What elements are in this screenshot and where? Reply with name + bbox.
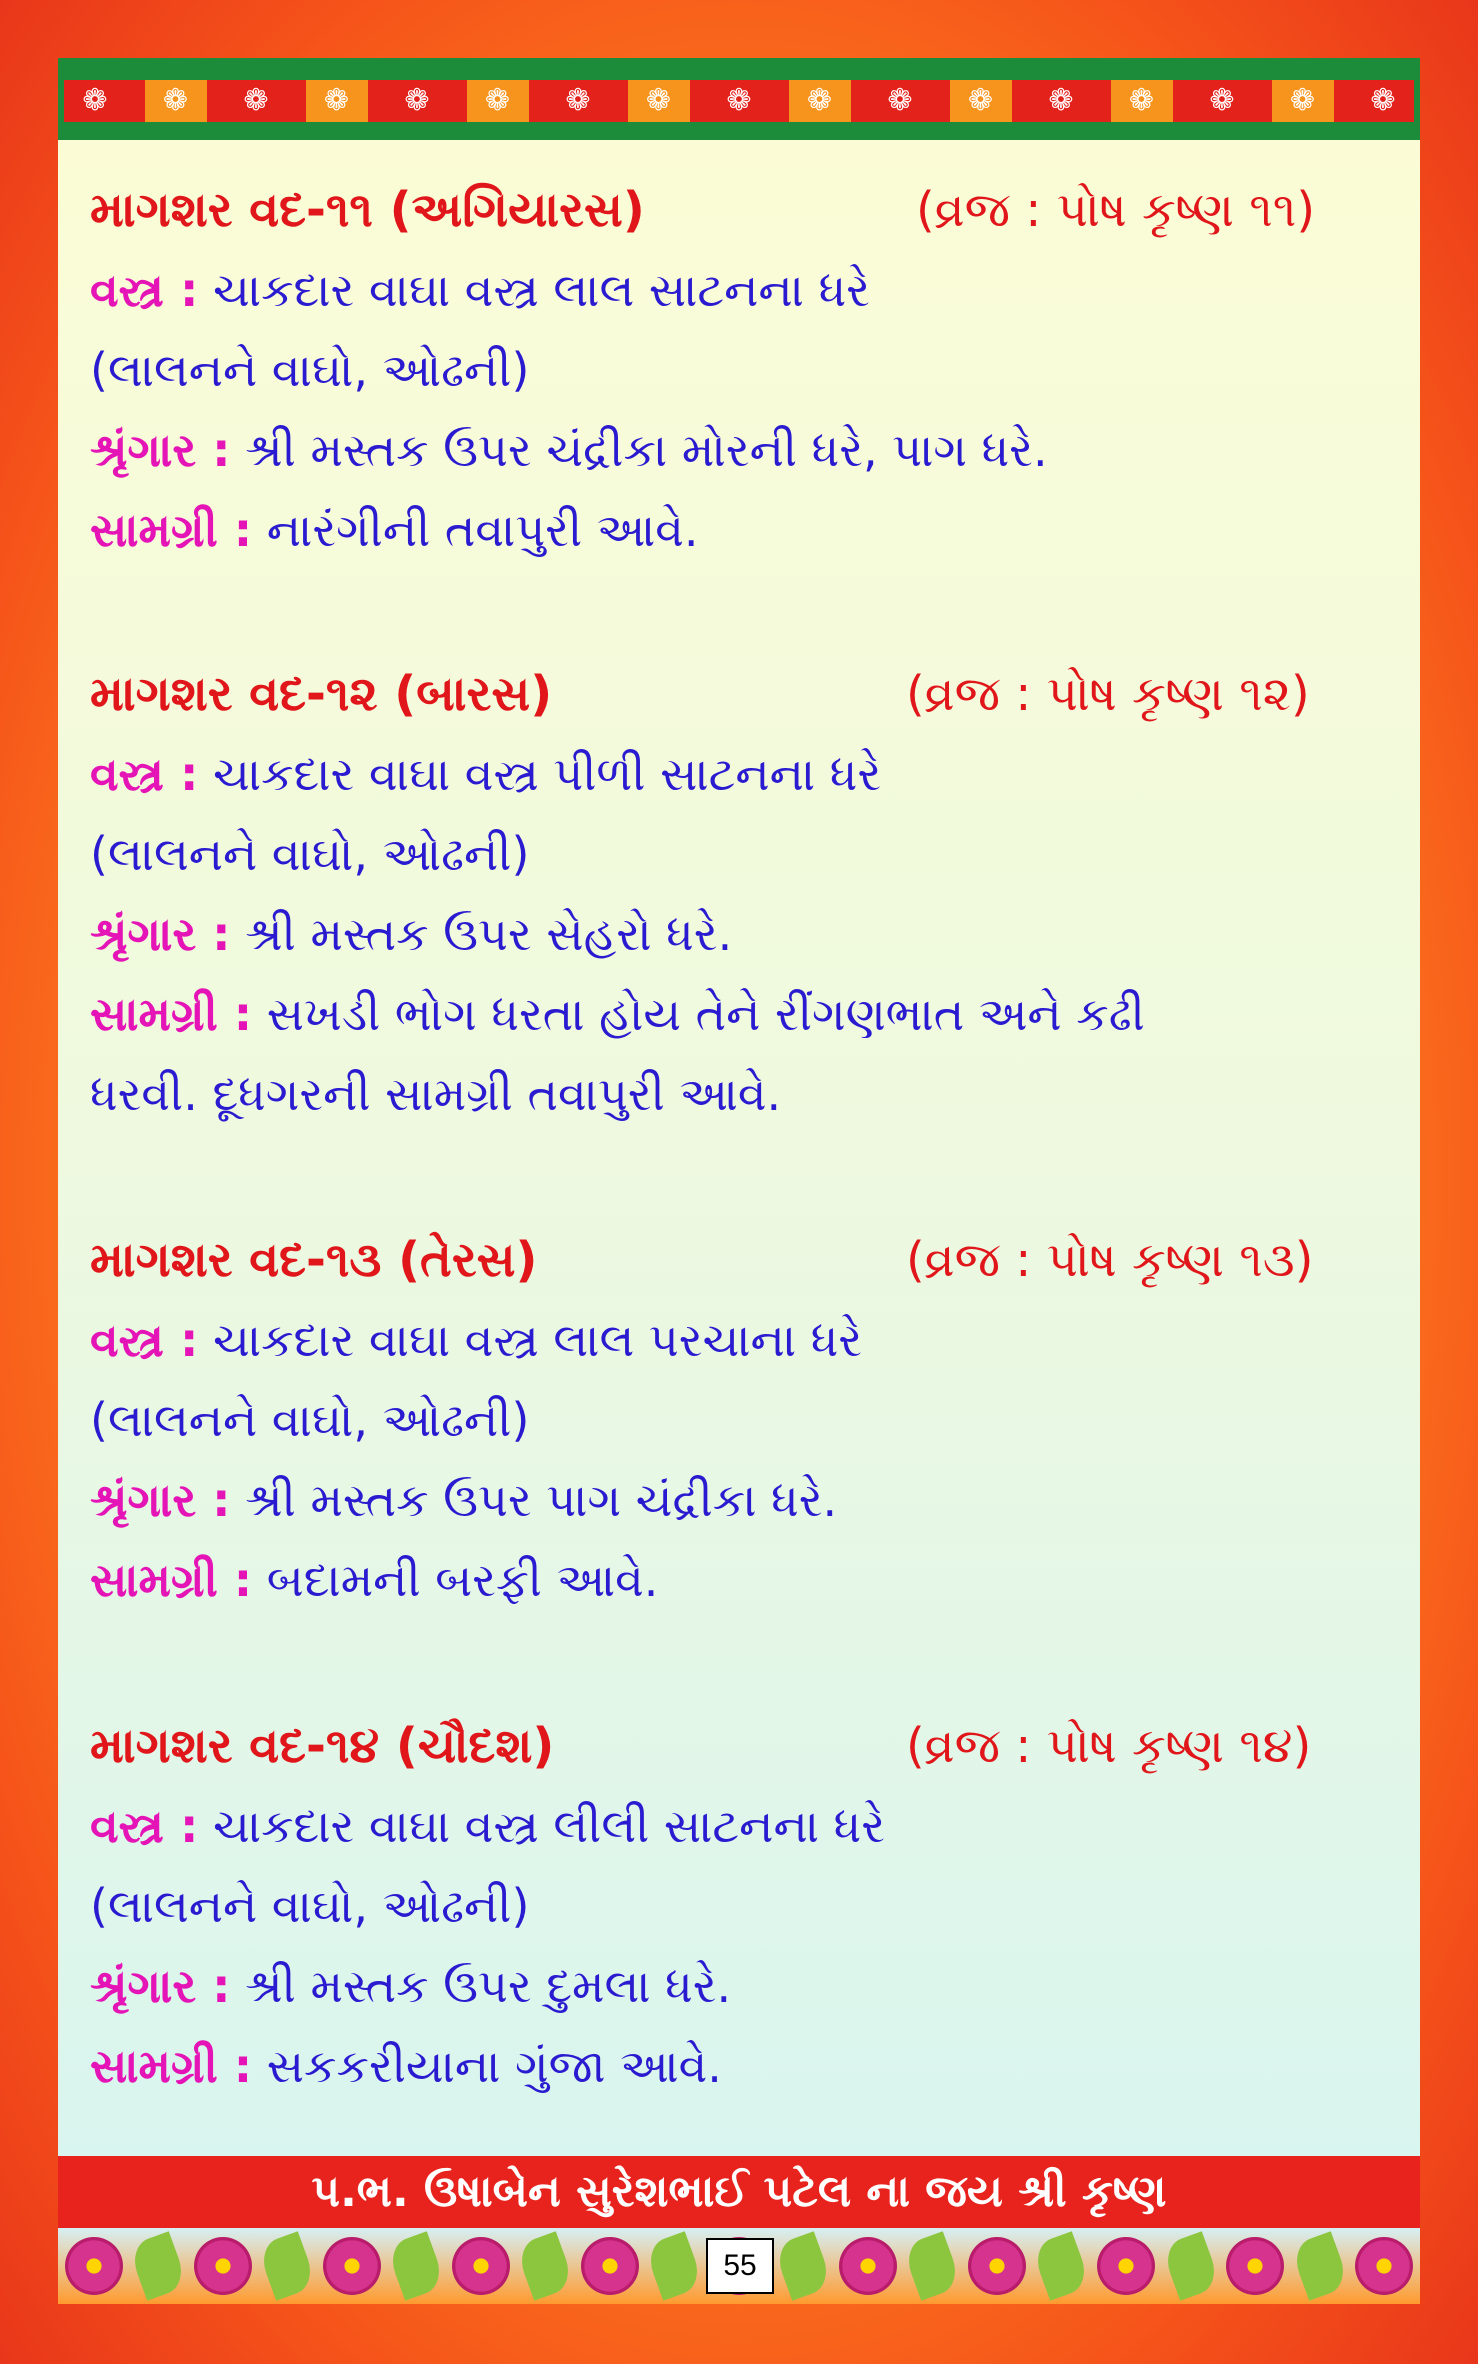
section-heading: માગશર વદ-૧૩ (તેરસ) <box>90 1232 538 1288</box>
section-heading: માગશર વદ-૧૧ (અગિયારસ) <box>90 182 645 238</box>
samagri-line <box>90 500 699 560</box>
flower-icon: ❁ <box>1272 80 1334 122</box>
leaf-icon <box>1160 2231 1221 2301</box>
flower-icon <box>1097 2237 1155 2295</box>
leaf-icon <box>386 2231 447 2301</box>
samagri-line <box>90 984 1145 1044</box>
flower-icon <box>968 2237 1026 2295</box>
leaf-icon <box>257 2231 318 2301</box>
samagri-label: સામગ્રી : <box>90 2039 253 2093</box>
flower-icon: ❁ <box>789 80 851 122</box>
flower-tile-row <box>64 80 1414 122</box>
flower-icon <box>194 2237 252 2295</box>
shringar-text: શ્રી મસ્તક ઉપર પાગ ચંદ્રીકા ધરે. <box>245 1473 838 1527</box>
shringar-line <box>90 420 1048 480</box>
flower-icon <box>581 2237 639 2295</box>
vastra-line <box>90 260 870 320</box>
vastra-line <box>90 744 881 804</box>
dedication-footer: પ.ભ. ઉષાબેન સુરેશભાઈ પટેલ ના જય શ્રી કૃષ્ણ <box>58 2156 1420 2228</box>
samagri-line <box>90 1550 658 1610</box>
flower-icon <box>452 2237 510 2295</box>
shringar-text: શ્રી મસ્તક ઉપર દુમલા ધરે. <box>245 1959 732 2013</box>
shringar-label: શ્રૃંગાર : <box>90 423 231 477</box>
flower-icon: ❁ <box>145 80 207 122</box>
vastra-text: ચાકદાર વાઘા વસ્ત્ર લાલ સાટનના ધરે <box>213 263 870 317</box>
samagri-text: નારંગીની તવાપુરી આવે. <box>266 503 699 557</box>
vastra-note: (લાલનને વાઘો, ઓઢની) <box>90 343 530 397</box>
flower-icon <box>839 2237 897 2295</box>
leaf-icon <box>515 2231 576 2301</box>
shringar-line <box>90 1470 837 1530</box>
vastra-line <box>90 1310 862 1370</box>
braj-date: (વ્રજ : પોષ કૃષ્ણ ૧૩) <box>906 1232 1314 1288</box>
flower-icon: ❁ <box>1111 80 1173 122</box>
samagri-text: સખડી ભોગ ધરતા હોય તેને રીંગણભાત અને કઢી <box>266 987 1145 1041</box>
section-heading: માગશર વદ-૧૪ (ચૌદશ) <box>90 1718 555 1774</box>
leaf-icon <box>773 2231 834 2301</box>
braj-date: (વ્રજ : પોષ કૃષ્ણ ૧૨) <box>906 666 1310 722</box>
samagri-text: બદામની બરફી આવે. <box>266 1553 659 1607</box>
vastra-note: (લાલનને વાઘો, ઓઢની) <box>90 1879 530 1933</box>
flower-icon: ❁ <box>225 80 287 122</box>
flower-icon: ❁ <box>950 80 1012 122</box>
leaf-icon <box>1031 2231 1092 2301</box>
shringar-line <box>90 904 732 964</box>
samagri-label: સામગ્રી : <box>90 1553 253 1607</box>
leaf-icon <box>902 2231 963 2301</box>
leaf-icon <box>1289 2231 1350 2301</box>
samagri-label: સામગ્રી : <box>90 503 253 557</box>
vastra-note: (લાલનને વાઘો, ઓઢની) <box>90 827 530 881</box>
flower-icon: ❁ <box>306 80 368 122</box>
shringar-label: શ્રૃંગાર : <box>90 1473 231 1527</box>
top-decorative-border <box>58 58 1420 140</box>
samagri-line <box>90 2036 722 2096</box>
braj-date: (વ્રજ : પોષ કૃષ્ણ ૧૧) <box>916 182 1316 238</box>
flower-icon: ❁ <box>708 80 770 122</box>
flower-icon: ❁ <box>547 80 609 122</box>
flower-icon <box>65 2237 123 2295</box>
shringar-label: શ્રૃંગાર : <box>90 907 231 961</box>
vastra-text: ચાકદાર વાઘા વસ્ત્ર લાલ પરચાના ધરે <box>213 1313 863 1367</box>
samagri-text: સકકરીયાના ગુંજા આવે. <box>266 2039 722 2093</box>
flower-icon: ❁ <box>1030 80 1092 122</box>
braj-date: (વ્રજ : પોષ કૃષ્ણ ૧૪) <box>906 1718 1312 1774</box>
flower-icon: ❁ <box>64 80 126 122</box>
leaf-icon <box>644 2231 705 2301</box>
vastra-label: વસ્ત્ર : <box>90 1313 199 1367</box>
vastra-label: વસ્ત્ર : <box>90 263 199 317</box>
flower-icon: ❁ <box>628 80 690 122</box>
vastra-label: વસ્ત્ર : <box>90 747 199 801</box>
vastra-label: વસ્ત્ર : <box>90 1799 199 1853</box>
flower-icon: ❁ <box>386 80 448 122</box>
flower-icon: ❁ <box>1191 80 1253 122</box>
page-number: 55 <box>706 2238 774 2294</box>
shringar-line <box>90 1956 731 2016</box>
vastra-text: ચાકદાર વાઘા વસ્ત્ર પીળી સાટનના ધરે <box>213 747 882 801</box>
flower-icon: ❁ <box>1352 80 1414 122</box>
shringar-text: શ્રી મસ્તક ઉપર સેહરો ધરે. <box>245 907 733 961</box>
vastra-text: ચાકદાર વાઘા વસ્ત્ર લીલી સાટનના ધરે <box>213 1799 886 1853</box>
section-heading: માગશર વદ-૧૨ (બારસ) <box>90 666 553 722</box>
shringar-label: શ્રૃંગાર : <box>90 1959 231 2013</box>
samagri-text-continued: ધરવી. દૂધગરની સામગ્રી તવાપુરી આવે. <box>90 1067 782 1121</box>
flower-icon <box>323 2237 381 2295</box>
vastra-line <box>90 1796 885 1856</box>
leaf-icon <box>128 2231 189 2301</box>
flower-icon <box>1226 2237 1284 2295</box>
flower-icon: ❁ <box>467 80 529 122</box>
flower-icon <box>1355 2237 1413 2295</box>
flower-icon: ❁ <box>869 80 931 122</box>
vastra-note: (લાલનને વાઘો, ઓઢની) <box>90 1393 530 1447</box>
shringar-text: શ્રી મસ્તક ઉપર ચંદ્રીકા મોરની ધરે, પાગ ધરે. <box>245 423 1048 477</box>
samagri-label: સામગ્રી : <box>90 987 253 1041</box>
